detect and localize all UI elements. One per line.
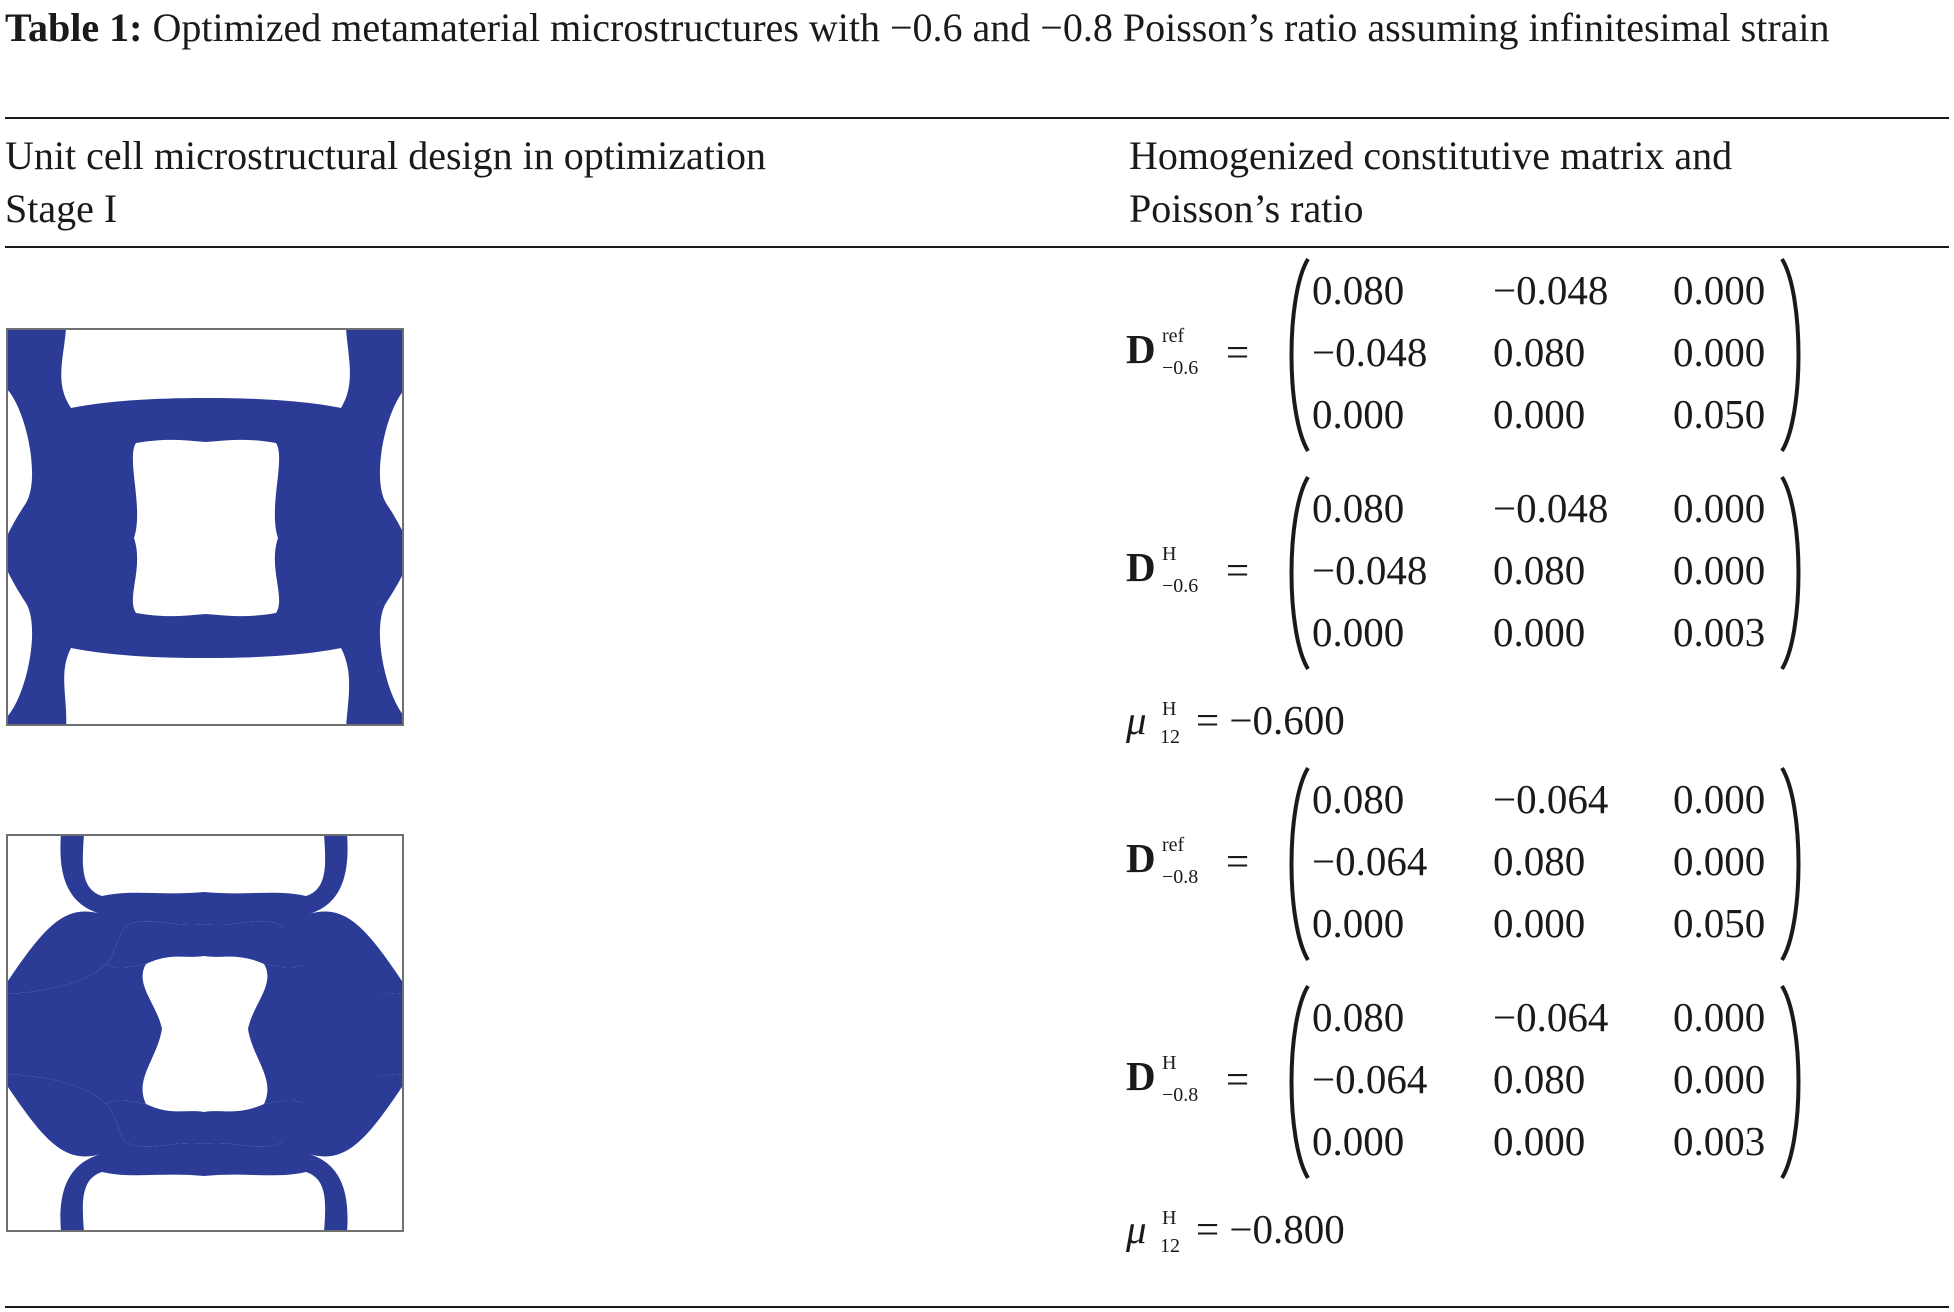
header-rule — [5, 246, 1949, 248]
poisson-ratio-value: = −0.600 — [1196, 697, 1345, 743]
matrix-cell: 0.000 — [1673, 994, 1766, 1040]
matrix-cell: 0.000 — [1312, 1118, 1405, 1164]
matrix-cell: 0.000 — [1312, 609, 1405, 655]
matrix-superscript: ref — [1162, 325, 1185, 347]
top-rule — [5, 117, 1949, 119]
matrix-cell: 0.000 — [1673, 267, 1766, 313]
column-header-constitutive-matrix: Homogenized constitutive matrix and Poisson’s ratio — [1129, 133, 1733, 231]
matrix-cell: 0.050 — [1673, 391, 1766, 437]
equals-sign: = — [1226, 838, 1250, 884]
matrix-cell: 0.000 — [1673, 776, 1766, 822]
matrix-symbol: D — [1126, 326, 1156, 372]
matrix-cell: 0.080 — [1493, 1056, 1586, 1102]
matrix-superscript: H — [1162, 543, 1177, 565]
mu-subscript: 12 — [1160, 1235, 1180, 1257]
matrix-cell: −0.064 — [1312, 838, 1428, 884]
matrix-cell: 0.080 — [1312, 485, 1405, 531]
mu-superscript: H — [1162, 698, 1177, 720]
matrix-cell: −0.048 — [1312, 547, 1428, 593]
matrix-subscript: −0.8 — [1162, 1084, 1199, 1106]
mu-symbol: μ — [1126, 697, 1147, 743]
table-caption — [5, 0, 1949, 55]
matrix-cell: −0.064 — [1493, 776, 1609, 822]
matrix-cell: 0.000 — [1493, 900, 1586, 946]
matrix-cell: 0.080 — [1493, 329, 1586, 375]
matrix-cell: 0.000 — [1673, 547, 1766, 593]
caption-text: Optimized metamaterial microstructures with −0.6 and −0.8 Poisson’s ratio assuming infinitesimal strain — [152, 5, 1830, 50]
caption-label: Table 1: — [5, 5, 143, 50]
equals-sign: = — [1226, 547, 1250, 593]
matrix-cell: −0.048 — [1493, 267, 1609, 313]
matrix-cell: 0.080 — [1493, 547, 1586, 593]
unit-cell-image-1 — [6, 328, 404, 726]
matrix-cell: 0.003 — [1673, 609, 1766, 655]
matrix-cell: 0.000 — [1673, 485, 1766, 531]
matrix-cell: 0.000 — [1312, 391, 1405, 437]
matrix-subscript: −0.8 — [1162, 866, 1199, 888]
bottom-rule — [5, 1306, 1949, 1308]
matrix-superscript: ref — [1162, 834, 1185, 856]
matrix-superscript: H — [1162, 1052, 1177, 1074]
matrix-symbol: D — [1126, 1053, 1156, 1099]
matrix-cell: 0.080 — [1312, 994, 1405, 1040]
matrix-cell: 0.000 — [1493, 609, 1586, 655]
matrix-cell: 0.000 — [1673, 1056, 1766, 1102]
matrix-subscript: −0.6 — [1162, 357, 1199, 379]
matrix-cell: 0.000 — [1493, 1118, 1586, 1164]
matrix-cell: 0.000 — [1312, 900, 1405, 946]
matrix-cell: 0.080 — [1312, 267, 1405, 313]
matrix-cell: −0.048 — [1312, 329, 1428, 375]
poisson-ratio-value: = −0.800 — [1196, 1206, 1345, 1252]
matrix-symbol: D — [1126, 835, 1156, 881]
matrix-cell: 0.080 — [1493, 838, 1586, 884]
column-header-unit-cell: Unit cell microstructural design in optimization Stage I — [5, 133, 766, 231]
equals-sign: = — [1226, 329, 1250, 375]
equals-sign: = — [1226, 1056, 1250, 1102]
matrix-cell: 0.080 — [1312, 776, 1405, 822]
matrix-cell: −0.064 — [1493, 994, 1609, 1040]
matrix-cell: 0.003 — [1673, 1118, 1766, 1164]
mu-symbol: μ — [1126, 1206, 1147, 1252]
unit-cell-image-2 — [6, 834, 404, 1232]
matrix-subscript: −0.6 — [1162, 575, 1199, 597]
matrix-cell: −0.048 — [1493, 485, 1609, 531]
matrix-cell: 0.000 — [1673, 329, 1766, 375]
matrix-cell: −0.064 — [1312, 1056, 1428, 1102]
mu-subscript: 12 — [1160, 726, 1180, 748]
matrix-cell: 0.000 — [1493, 391, 1586, 437]
matrix-cell: 0.050 — [1673, 900, 1766, 946]
matrix-cell: 0.000 — [1673, 838, 1766, 884]
matrix-symbol: D — [1126, 544, 1156, 590]
mu-superscript: H — [1162, 1207, 1177, 1229]
